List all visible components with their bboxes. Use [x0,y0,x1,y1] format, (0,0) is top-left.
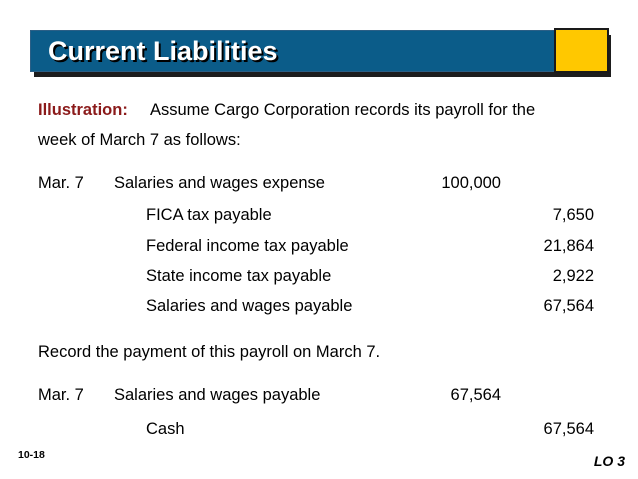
title-banner [30,30,607,72]
illustration-label: Illustration: [38,101,128,119]
entry2-debit-account: Salaries and wages payable [114,386,321,404]
entry2-date: Mar. 7 [38,386,84,404]
entry1-credit-account: State income tax payable [146,267,332,285]
entry1-credit-account: Salaries and wages payable [146,297,353,315]
entry1-debit-account: Salaries and wages expense [114,174,325,192]
intro-line-1: Assume Cargo Corporation records its payroll for the [150,101,536,119]
entry2-credit-account: Cash [146,420,185,438]
entry1-credit-amount: 7,650 [552,206,594,224]
entry2-credit-amount: 67,564 [543,420,594,438]
entry1-credit-account: Federal income tax payable [146,237,349,255]
entry1-credit-account: FICA tax payable [146,206,272,224]
slide-title: Current Liabilities [48,36,278,66]
page-number: 10-18 [18,449,45,461]
learning-objective-tag: LO 3 [593,453,625,469]
payment-instruction: Record the payment of this payroll on March 7. [38,343,381,361]
intro-line-2: week of March 7 as follows: [38,131,241,149]
entry1-credit-amount: 2,922 [552,267,594,285]
banner-accent-box [554,28,609,73]
entry1-debit-amount: 100,000 [441,174,501,192]
entry1-date: Mar. 7 [38,174,84,192]
entry1-credit-amount: 67,564 [543,297,594,315]
entry1-credit-amount: 21,864 [543,237,594,255]
entry2-debit-amount: 67,564 [450,386,501,404]
